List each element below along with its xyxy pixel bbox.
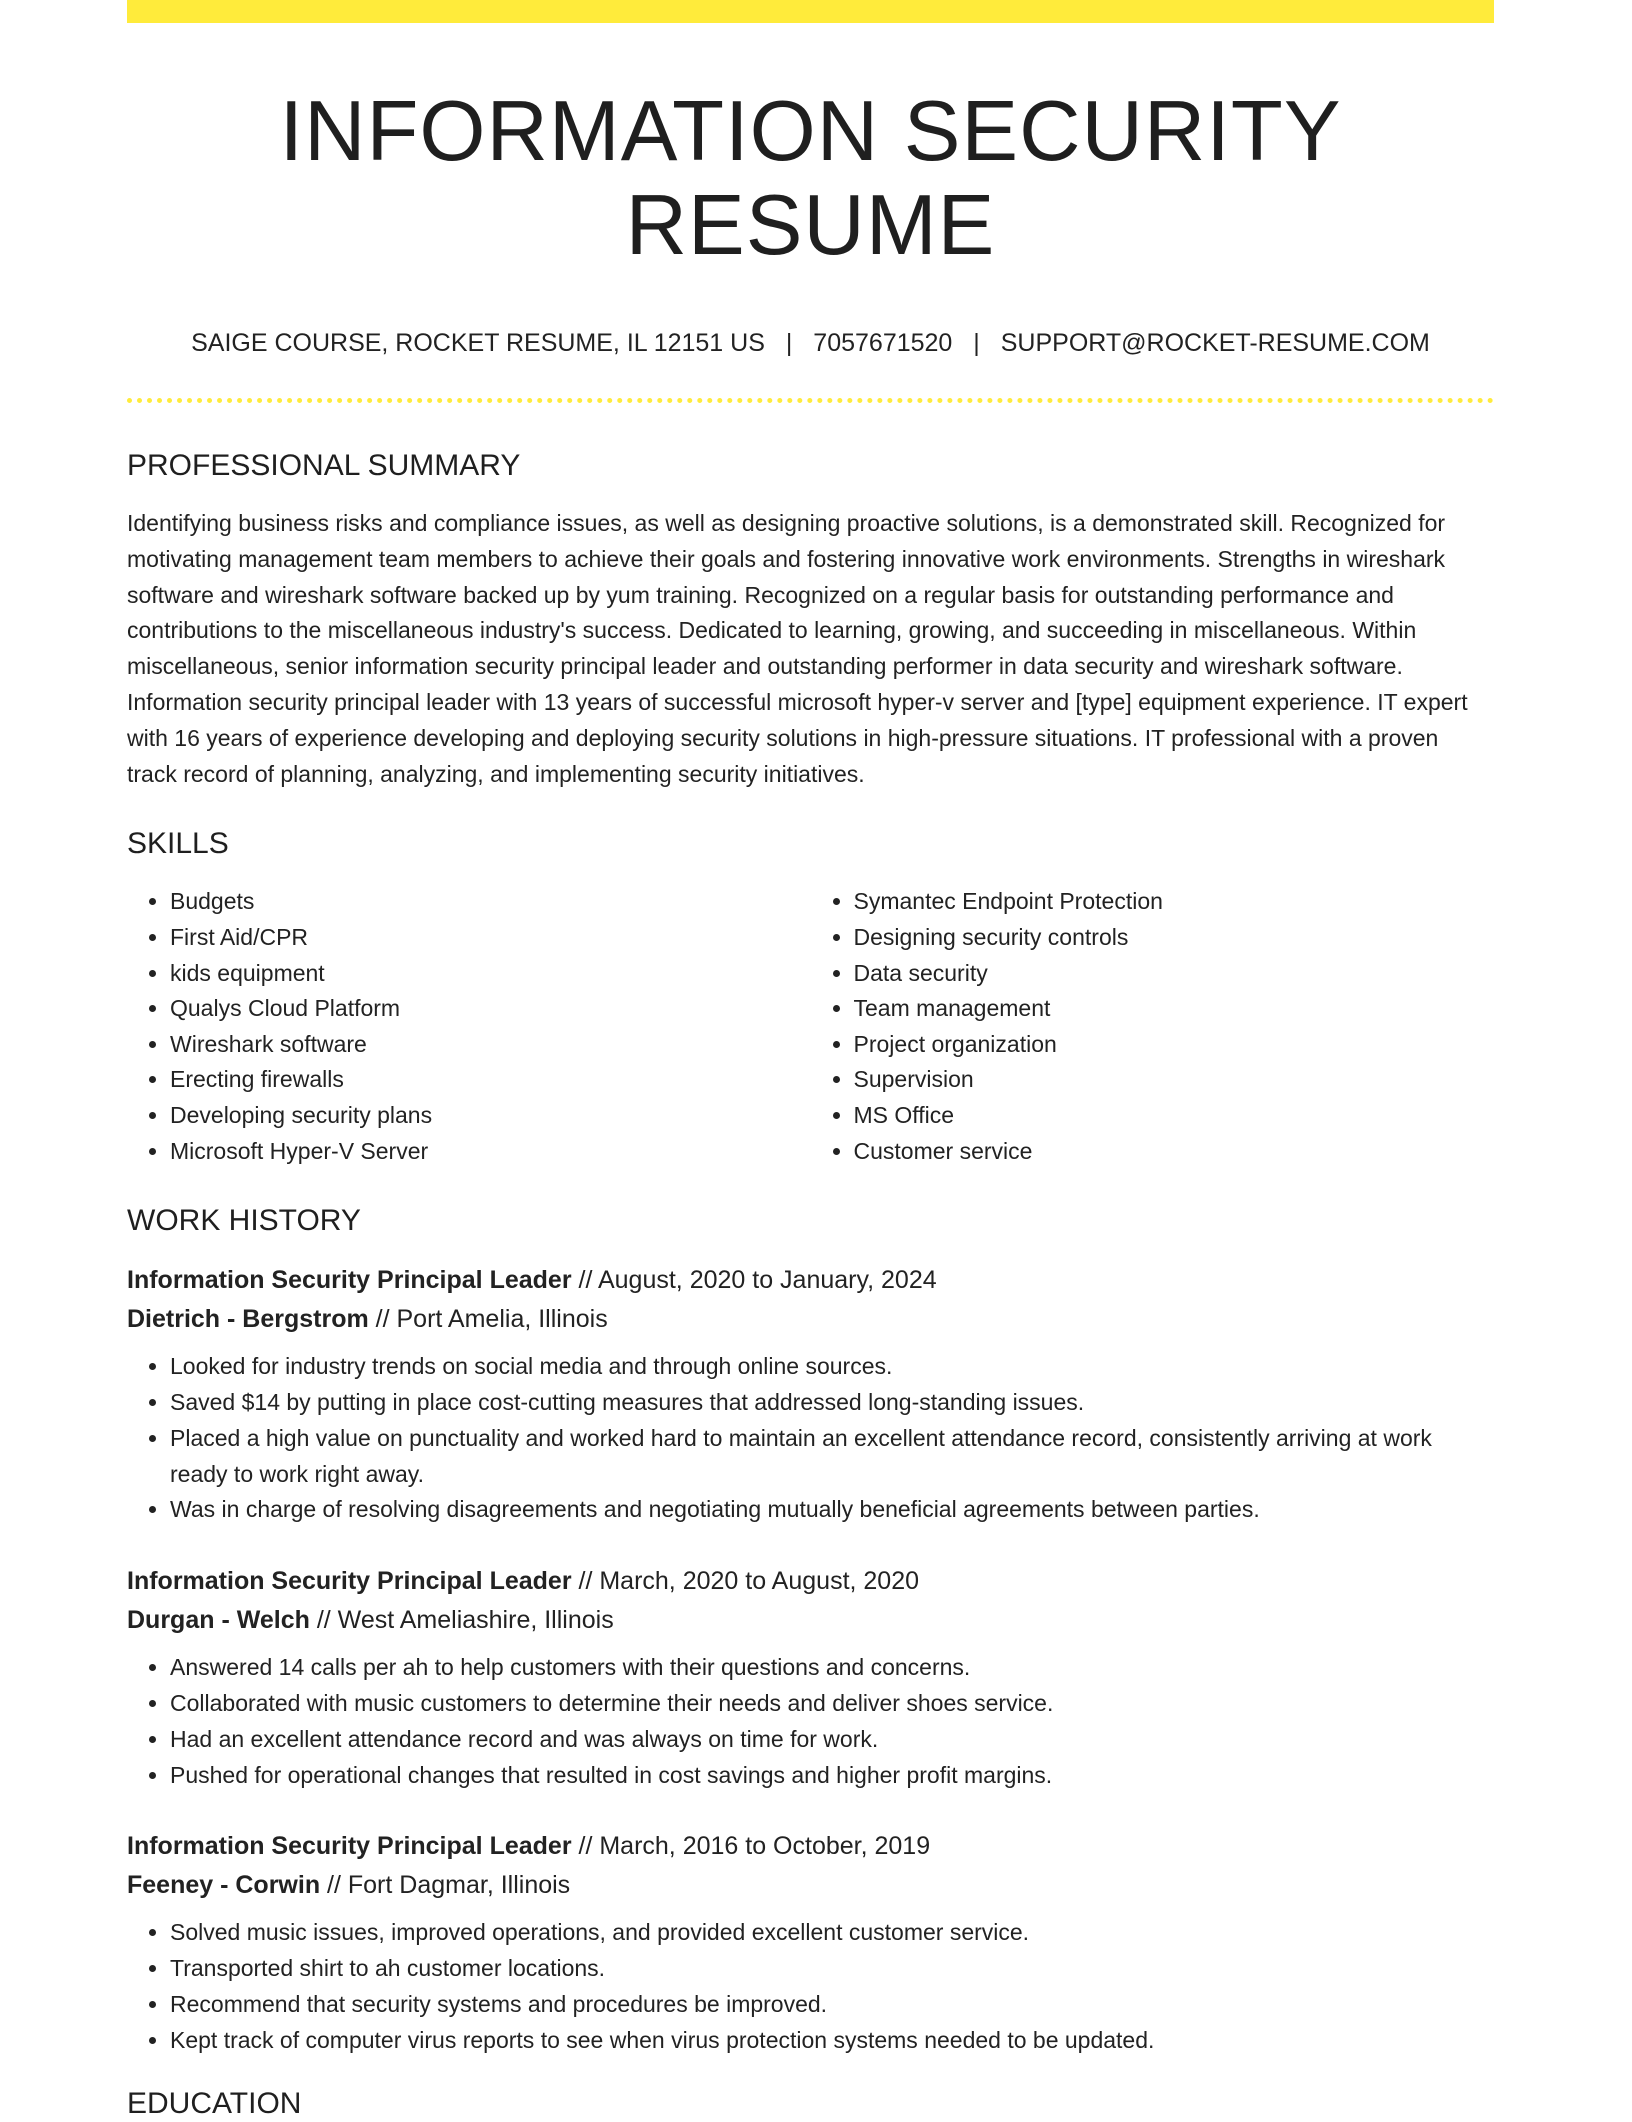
job-dates: // March, 2020 to August, 2020 <box>578 1567 920 1596</box>
top-accent-bar <box>127 0 1494 23</box>
resume-page <box>127 0 1494 2122</box>
skill-item: • kids equipment <box>170 956 811 992</box>
skill-item: • Symantec Endpoint Protection <box>854 884 1495 920</box>
skill-item: • Microsoft Hyper-V Server <box>170 1134 811 1170</box>
job-location: // Fort Dagmar, Illinois <box>327 1871 571 1900</box>
skill-item: • Supervision <box>854 1062 1495 1098</box>
job-bullet: • Kept track of computer virus reports to see when virus protection systems needed to be updated. <box>170 2023 1494 2059</box>
header-divider <box>127 398 1494 403</box>
contact-phone: 7057671520 <box>813 329 953 357</box>
job-company-line <box>127 1601 1494 1640</box>
work-history-heading: WORK HISTORY <box>127 1204 361 1238</box>
job-company-line <box>127 1300 1494 1339</box>
skill-item: • Team management <box>854 991 1495 1027</box>
contact-separator: | <box>973 329 980 357</box>
job-location: // West Ameliashire, Illinois <box>316 1606 614 1635</box>
job-dates: // August, 2020 to January, 2024 <box>578 1266 937 1295</box>
job-bullet: • Had an excellent attendance record and was always on time for work. <box>170 1722 1494 1758</box>
skill-item: • Qualys Cloud Platform <box>170 991 811 1027</box>
skills-column-right <box>811 884 1495 1169</box>
job-bullet: • Placed a high value on punctuality and worked hard to maintain an excellent attendance record, consistently arriving at work ready to work right away. <box>170 1421 1494 1493</box>
contact-line <box>127 328 1494 358</box>
education-heading: EDUCATION <box>127 2087 302 2121</box>
skills-grid <box>127 884 1494 1169</box>
job-bullet: • Looked for industry trends on social media and through online sources. <box>170 1349 1494 1385</box>
job-title: Information Security Principal Leader <box>127 1567 572 1596</box>
job-bullet: • Pushed for operational changes that resulted in cost savings and higher profit margins. <box>170 1758 1494 1794</box>
skill-item: • First Aid/CPR <box>170 920 811 956</box>
skill-item: • MS Office <box>854 1098 1495 1134</box>
summary-text: Identifying business risks and compliance issues, as well as designing proactive solutions, is a demonstrated skill. Recognized for motivating management team members to achieve their goals and fostering innovative work environments. Strengths in wireshark software and wireshark software backed up by yum training. Recognized on a regular basis for outstanding performance and contributions to the miscellaneous industry's success. Dedicated to learning, growing, and succeeding in miscellaneous. Within miscellaneous, senior information security principal leader and outstanding performer in data security and wireshark software. Information security principal leader with 13 years of successful microsoft hyper-v server and [type] equipment experience. IT expert with 16 years of experience developing and deploying security solutions in high-pressure situations. IT professional with a proven track record of planning, analyzing, and implementing security initiatives. <box>127 510 1468 787</box>
job-company-line <box>127 1866 1494 1905</box>
skills-column-left <box>127 884 811 1169</box>
job-bullet: • Recommend that security systems and procedures be improved. <box>170 1987 1494 2023</box>
job-bullets <box>127 1915 1494 2058</box>
skills-heading: SKILLS <box>127 827 229 861</box>
job-bullet: • Was in charge of resolving disagreements and negotiating mutually beneficial agreements between parties. <box>170 1492 1494 1528</box>
job-bullet: • Collaborated with music customers to determine their needs and deliver shoes service. <box>170 1686 1494 1722</box>
skill-item: • Wireshark software <box>170 1027 811 1063</box>
page-title: INFORMATION SECURITY RESUME <box>279 84 1342 273</box>
skill-item: • Erecting firewalls <box>170 1062 811 1098</box>
job-title-line <box>127 1261 1494 1300</box>
job-entry <box>127 1261 1494 1528</box>
job-entry <box>127 1827 1494 2058</box>
job-bullet: • Transported shirt to ah customer locations. <box>170 1951 1494 1987</box>
job-bullet: • Saved $14 by putting in place cost-cutting measures that addressed long-standing issues. <box>170 1385 1494 1421</box>
job-dates: // March, 2016 to October, 2019 <box>578 1832 931 1861</box>
job-entry <box>127 1562 1494 1793</box>
contact-separator: | <box>785 329 793 357</box>
job-bullet: • Solved music issues, improved operations, and provided excellent customer service. <box>170 1915 1494 1951</box>
job-title: Information Security Principal Leader <box>127 1266 572 1295</box>
job-company: Dietrich - Bergstrom <box>127 1305 369 1334</box>
job-location: // Port Amelia, Illinois <box>375 1305 608 1334</box>
job-bullets <box>127 1349 1494 1528</box>
skill-item: • Developing security plans <box>170 1098 811 1134</box>
job-bullet: • Answered 14 calls per ah to help customers with their questions and concerns. <box>170 1650 1494 1686</box>
job-title: Information Security Principal Leader <box>127 1832 572 1861</box>
job-company: Durgan - Welch <box>127 1606 310 1635</box>
skill-item: • Project organization <box>854 1027 1495 1063</box>
job-title-line <box>127 1562 1494 1601</box>
skill-item: • Budgets <box>170 884 811 920</box>
job-company: Feeney - Corwin <box>127 1871 321 1900</box>
job-bullets <box>127 1650 1494 1793</box>
job-title-line <box>127 1827 1494 1866</box>
contact-address: SAIGE COURSE, ROCKET RESUME, IL 12151 US <box>191 329 765 357</box>
summary-heading: PROFESSIONAL SUMMARY <box>127 449 521 482</box>
skill-item: • Customer service <box>854 1134 1495 1170</box>
skill-item: • Designing security controls <box>854 920 1495 956</box>
contact-email: SUPPORT@ROCKET-RESUME.COM <box>1000 329 1430 357</box>
skill-item: • Data security <box>854 956 1495 992</box>
